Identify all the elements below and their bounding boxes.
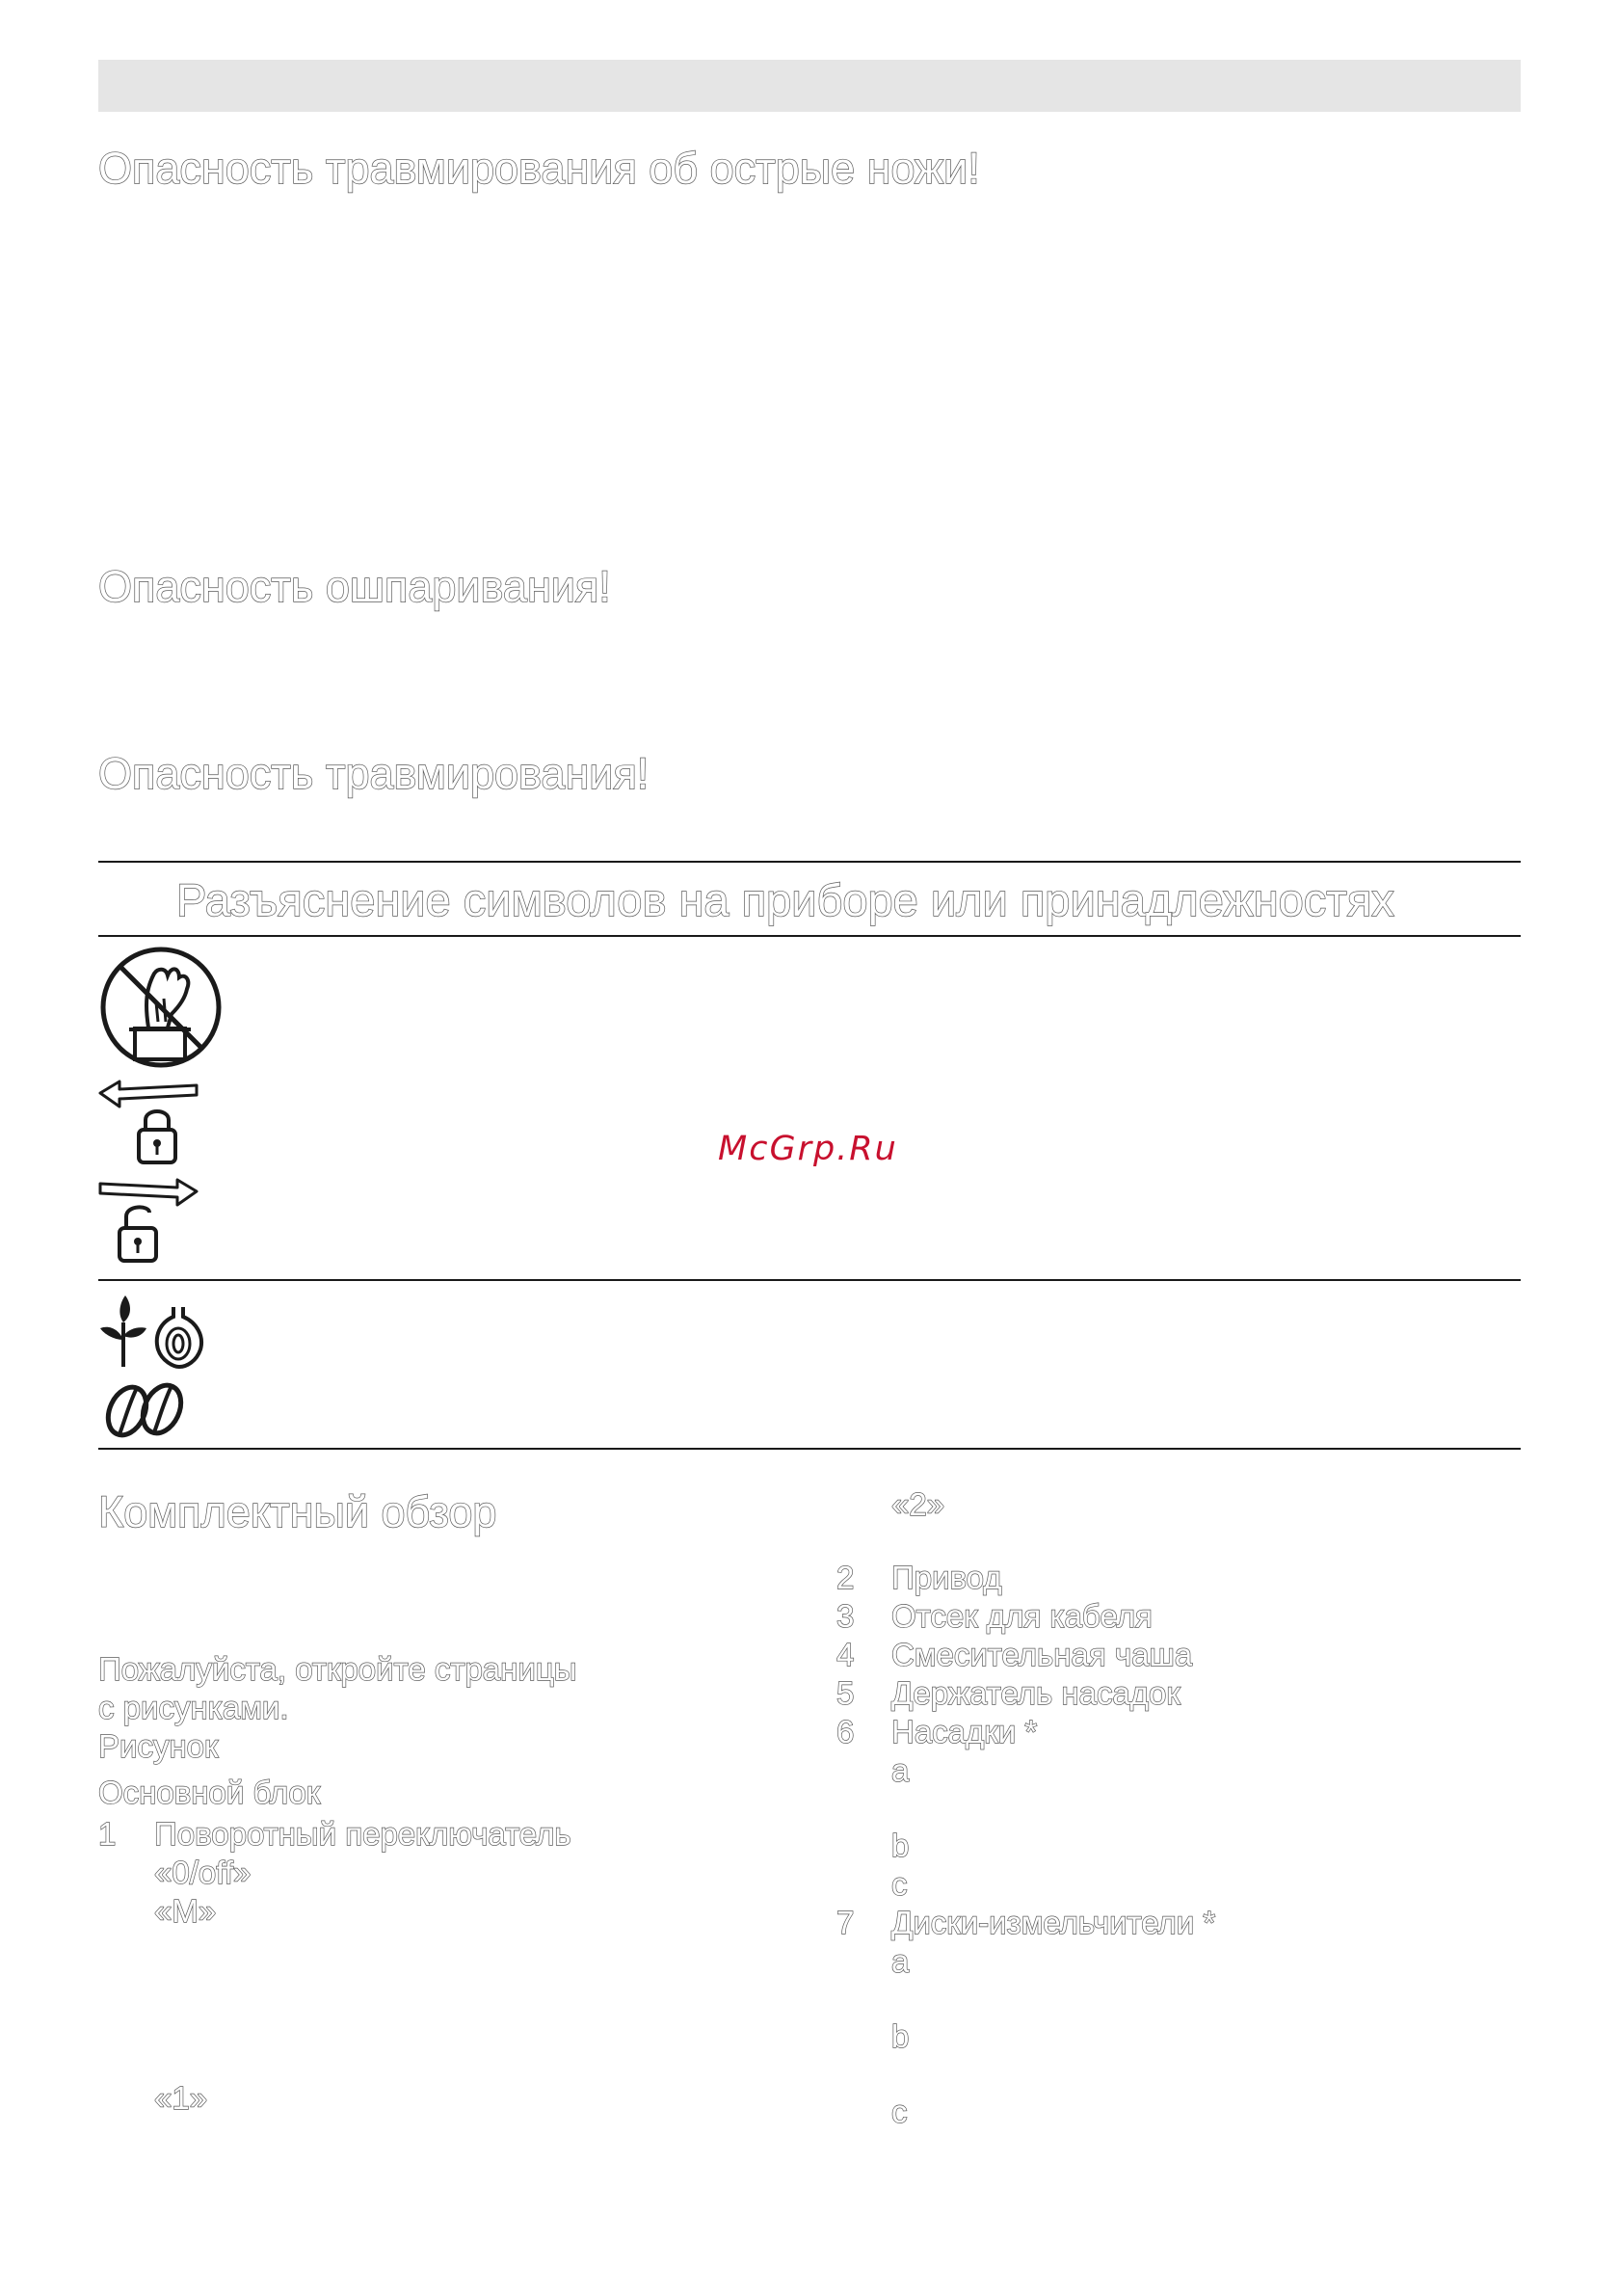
lock-arrow-left-icon (96, 1074, 202, 1170)
sub-item-letter: a (891, 1943, 910, 1979)
divider (98, 861, 1521, 863)
divider (98, 1279, 1521, 1281)
watermark: McGrp.Ru (718, 1130, 898, 1168)
switch-position-m: «M» (154, 1893, 217, 1929)
item-label: Отсек для кабеля (891, 1598, 1153, 1634)
item-number: 2 (836, 1560, 855, 1595)
header-bar (98, 60, 1521, 112)
item-number: 5 (836, 1675, 855, 1711)
coffee-beans-icon (102, 1380, 189, 1438)
heading-scalding: Опасность ошпаривания! (98, 562, 611, 611)
switch-position-1: «1» (154, 2080, 208, 2116)
no-hand-icon (98, 945, 224, 1070)
switch-position-off: «0/off» (154, 1855, 252, 1890)
divider (98, 1448, 1521, 1450)
sub-item-letter: c (891, 2094, 908, 2129)
divider (98, 935, 1521, 937)
heading-overview: Комплектный обзор (98, 1487, 497, 1536)
figure-label: Рисунок (98, 1728, 219, 1764)
item-number: 6 (836, 1714, 855, 1749)
item-label: Смесительная чаша (891, 1637, 1193, 1672)
sub-item-letter: c (891, 1866, 908, 1902)
heading-injury: Опасность травмирования! (98, 749, 650, 798)
sub-item-letter: b (891, 1828, 910, 1863)
with-pictures-text: с рисунками. (98, 1690, 289, 1725)
main-unit-heading: Основной блок (98, 1775, 321, 1810)
item-label: Диски-измельчители * (891, 1905, 1216, 1940)
unlock-arrow-right-icon (96, 1172, 202, 1268)
item-label: Насадки * (891, 1714, 1038, 1749)
heading-knives: Опасность травмирования об острые ножи! (98, 144, 980, 193)
item-number: 1 (98, 1816, 117, 1852)
heading-symbols: Разъяснение символов на приборе или принадлежностях (176, 874, 1394, 925)
sub-item-letter: a (891, 1752, 910, 1788)
open-pages-text: Пожалуйста, откройте страницы (98, 1651, 577, 1687)
item-number: 4 (836, 1637, 855, 1672)
item-label: Держатель насадок (891, 1675, 1180, 1711)
sub-item-letter: b (891, 2018, 910, 2054)
switch-position-2: «2» (891, 1486, 945, 1522)
item-number: 3 (836, 1598, 855, 1634)
item-label: Привод (891, 1560, 1002, 1595)
item-label: Поворотный переключатель (154, 1816, 571, 1852)
vegetables-icon (96, 1294, 207, 1371)
item-number: 7 (836, 1905, 855, 1940)
